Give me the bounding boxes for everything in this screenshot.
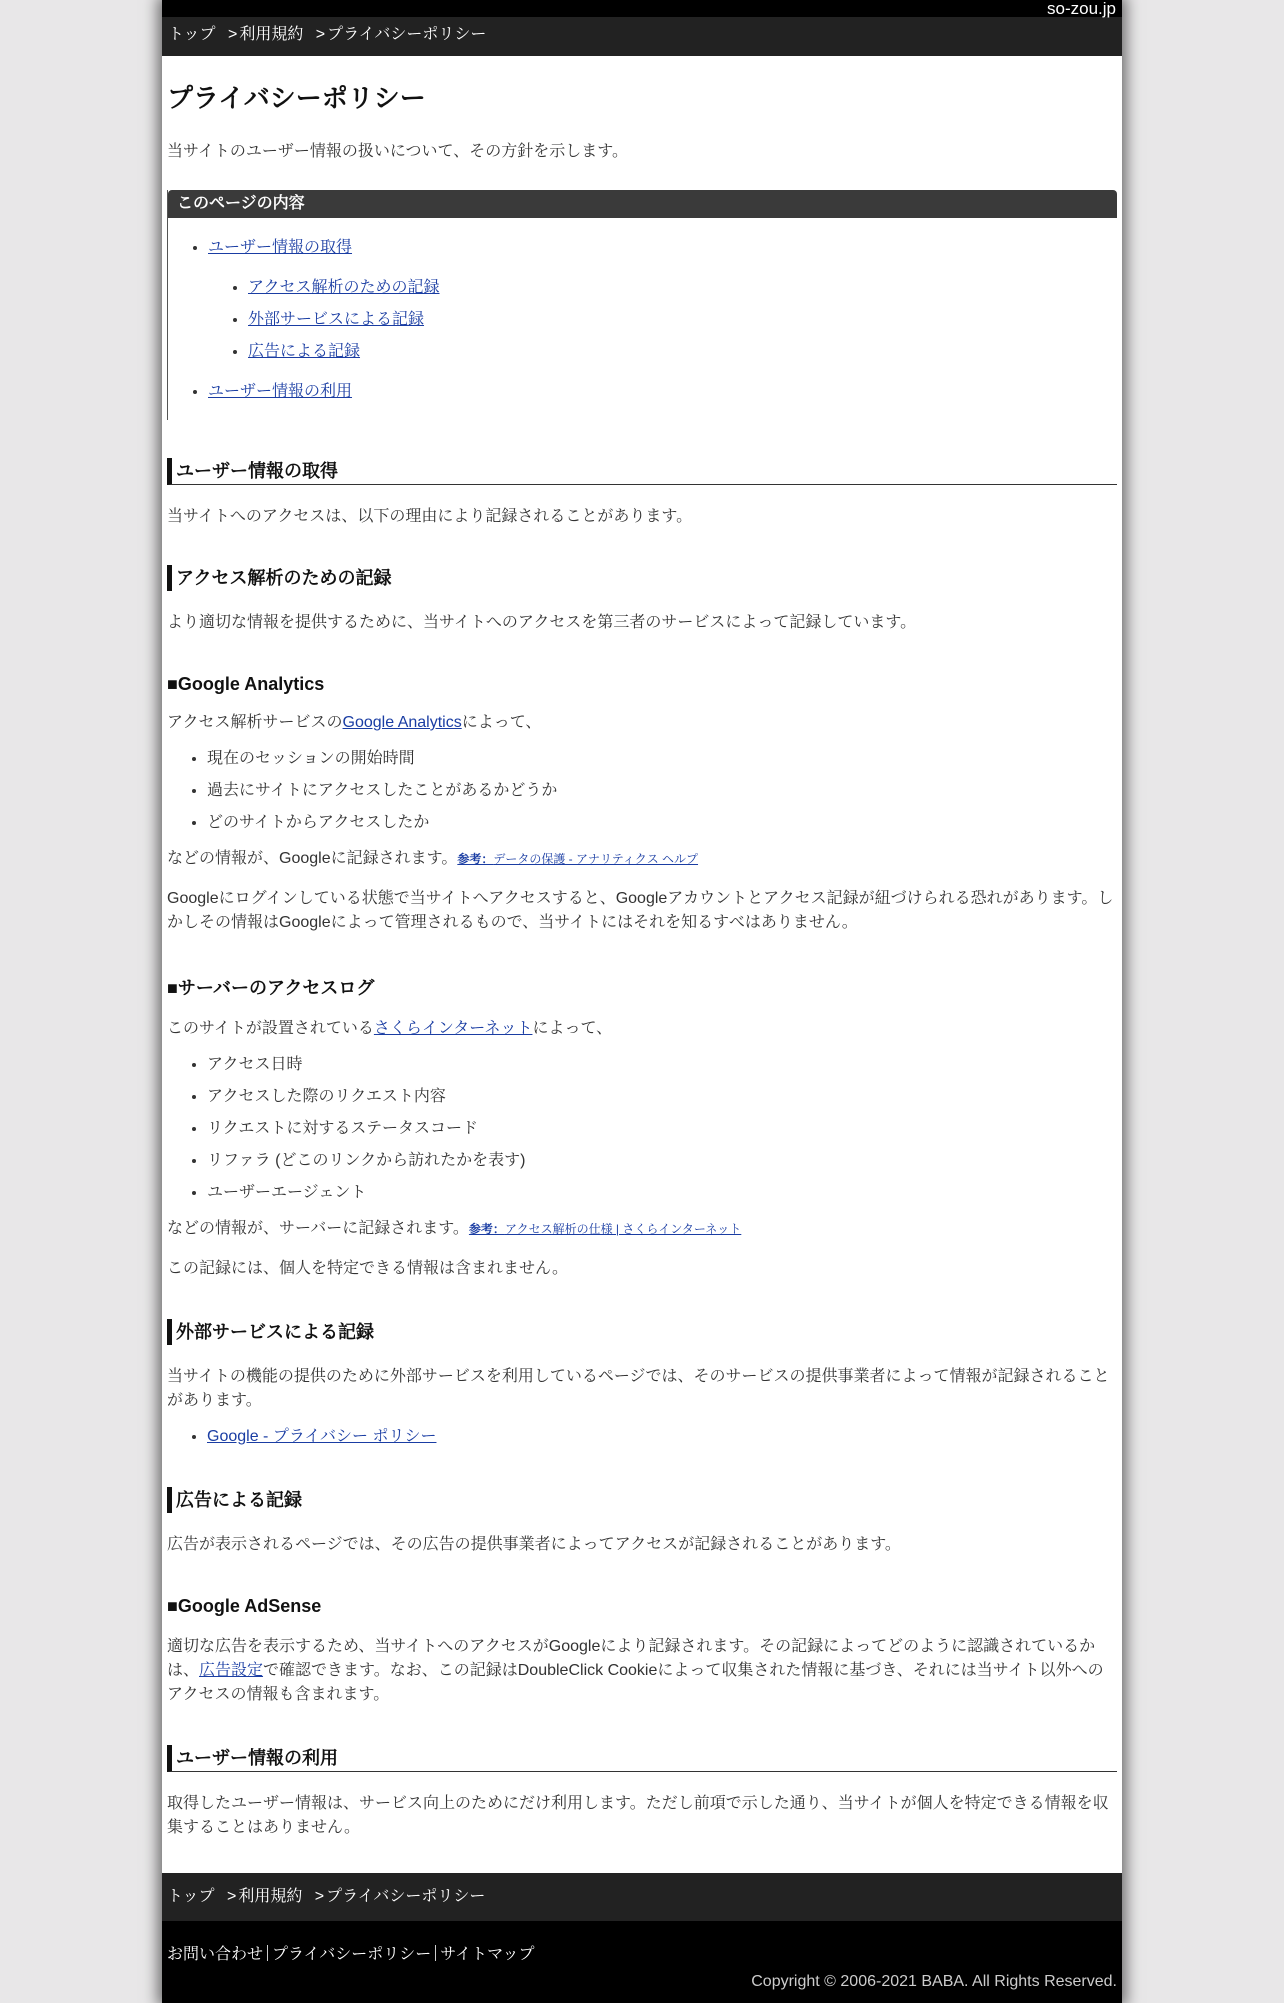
server-lead-post: によって、 bbox=[532, 1020, 613, 1037]
server-list bbox=[167, 1049, 1117, 1209]
toc-link-analytics[interactable]: アクセス解析のための記録 bbox=[248, 279, 440, 296]
ad-settings-link[interactable]: 広告設定 bbox=[199, 1662, 264, 1679]
breadcrumb-terms[interactable]: 利用規約 bbox=[238, 1888, 303, 1905]
adsense-text-post: で確認できます。なお、この記録はDoubleClick Cookieによって収集された情報に基づき、それには当サイト以外へのアクセスの情報も含まれます。 bbox=[167, 1662, 1104, 1703]
copyright: Copyright © 2006-2021 BABA. All Rights Reserved. bbox=[751, 1973, 1117, 1990]
section-text: より適切な情報を提供するために、当サイトへのアクセスを第三者のサービスによって記録しています。 bbox=[167, 614, 917, 631]
breadcrumb-separator: > bbox=[227, 26, 238, 43]
breadcrumb-current: プライバシーポリシー bbox=[327, 26, 487, 43]
server-lead-pre: このサイトが設置されている bbox=[167, 1020, 374, 1037]
section-text: 当サイトの機能の提供のために外部サービスを利用しているページでは、そのサービスの提供事業者によって情報が記録されることがあります。 bbox=[167, 1368, 1110, 1409]
breadcrumb-current: プライバシーポリシー bbox=[326, 1888, 486, 1905]
ga-lead-pre: アクセス解析サービスの bbox=[167, 714, 343, 731]
list-item: • リクエストに対するステータスコード bbox=[207, 1113, 1117, 1145]
toc-subitem bbox=[248, 304, 1117, 336]
ga-note: Googleにログインしている状態で当サイトへアクセスすると、Googleアカウントとアクセス記録が紐づけられる恐れがあります。しかしその情報はGoogleによって管理されるもので、当サイトにはそれを知るすべはありません。 bbox=[167, 890, 1114, 931]
ga-after bbox=[167, 847, 1117, 871]
main-content bbox=[162, 56, 1122, 1840]
toc-item bbox=[208, 376, 1117, 408]
intro-text: 当サイトのユーザー情報の扱いについて、その方針を示します。 bbox=[167, 143, 628, 160]
list-item: • 現在のセッションの開始時間 bbox=[207, 743, 1117, 775]
toc-link-usage[interactable]: ユーザー情報の利用 bbox=[208, 383, 353, 400]
ga-reference-link[interactable] bbox=[457, 852, 698, 866]
toc-link-external[interactable]: 外部サービスによる記録 bbox=[248, 311, 425, 328]
ref-link-text: アクセス解析の仕様 | さくらインターネット bbox=[504, 1222, 742, 1236]
server-reference-link[interactable] bbox=[469, 1222, 741, 1236]
breadcrumb-separator: > bbox=[314, 1888, 325, 1905]
list-item bbox=[207, 1421, 1117, 1453]
top-bar bbox=[162, 0, 1122, 17]
list-item: • どのサイトからアクセスしたか bbox=[207, 807, 1117, 839]
ga-lead-post: によって、 bbox=[461, 714, 542, 731]
ga-link[interactable]: Google Analytics bbox=[342, 714, 462, 731]
toc-heading: このページの内容 bbox=[168, 190, 1117, 218]
external-list bbox=[167, 1421, 1117, 1453]
list-item: • 過去にサイトにアクセスしたことがあるかどうか bbox=[207, 775, 1117, 807]
list-item: • ユーザーエージェント bbox=[207, 1177, 1117, 1209]
adsense-text-pre: 適切な広告を表示するため、当サイトへのアクセスがGoogleにより記録されます。その記録によってどのように認識されているかは、 bbox=[167, 1638, 1096, 1679]
ref-link-text: データの保護 - アナリティクス ヘルプ bbox=[493, 852, 699, 866]
toc-item bbox=[208, 232, 1117, 376]
ga-lead bbox=[167, 711, 1117, 735]
toc-link-acquisition[interactable]: ユーザー情報の取得 bbox=[208, 239, 353, 256]
section-text: 当サイトへのアクセスは、以下の理由により記録されることがあります。 bbox=[167, 508, 693, 525]
section-text: 広告が表示されるページでは、その広告の提供事業者によってアクセスが記録されることがあります。 bbox=[167, 1536, 901, 1553]
sakura-link[interactable]: さくらインターネット bbox=[373, 1020, 533, 1037]
section-heading-analytics: アクセス解析のための記録 bbox=[167, 565, 1117, 591]
footer-link-privacy[interactable]: プライバシーポリシー bbox=[272, 1946, 432, 1963]
divider bbox=[267, 1945, 268, 1961]
server-after bbox=[167, 1217, 1117, 1241]
footer-breadcrumb bbox=[162, 1873, 1122, 1921]
subsection-heading-adsense: ■Google AdSense bbox=[167, 1596, 322, 1616]
subsection-heading-ga: ■Google Analytics bbox=[167, 674, 325, 694]
ref-label: 参考： bbox=[457, 852, 494, 866]
page-title: プライバシーポリシー bbox=[167, 83, 426, 113]
toc-subitem bbox=[248, 272, 1117, 304]
breadcrumb-separator: > bbox=[315, 26, 326, 43]
subsection-heading-server: ■サーバーのアクセスログ bbox=[167, 978, 375, 998]
section-text: 取得したユーザー情報は、サービス向上のためにだけ利用します。ただし前項で示した通り、当サイトが個人を特定できる情報を収集することはありません。 bbox=[167, 1795, 1109, 1836]
toc-subitem bbox=[248, 336, 1117, 368]
ga-after-text: などの情報が、Googleに記録されます。 bbox=[167, 850, 458, 867]
breadcrumb-home[interactable]: トップ bbox=[167, 1888, 215, 1905]
server-note: この記録には、個人を特定できる情報は含まれません。 bbox=[167, 1260, 568, 1277]
footer bbox=[162, 1921, 1122, 2003]
site-domain[interactable]: so-zou.jp bbox=[1047, 0, 1116, 18]
ga-list bbox=[167, 743, 1117, 839]
footer-link-contact[interactable]: お問い合わせ bbox=[167, 1946, 264, 1963]
section-heading-ads: 広告による記録 bbox=[167, 1487, 1117, 1513]
adsense-text bbox=[167, 1635, 1117, 1707]
footer-links bbox=[167, 1921, 1117, 1967]
server-lead bbox=[167, 1017, 1117, 1041]
breadcrumb-terms[interactable]: 利用規約 bbox=[239, 26, 304, 43]
page-container bbox=[162, 0, 1122, 2003]
breadcrumb bbox=[162, 17, 1122, 56]
ref-label: 参考： bbox=[468, 1222, 505, 1236]
toc-link-ads[interactable]: 広告による記録 bbox=[248, 343, 361, 360]
list-item: • アクセスした際のリクエスト内容 bbox=[207, 1081, 1117, 1113]
footer-link-sitemap[interactable]: サイトマップ bbox=[440, 1946, 535, 1963]
section-heading-acquisition: ユーザー情報の取得 bbox=[167, 458, 1117, 485]
list-item: • アクセス日時 bbox=[207, 1049, 1117, 1081]
divider bbox=[435, 1945, 436, 1961]
list-item: • リファラ (どこのリンクから訪れたかを表す) bbox=[207, 1145, 1117, 1177]
server-after-text: などの情報が、サーバーに記録されます。 bbox=[167, 1220, 469, 1237]
breadcrumb-home[interactable]: トップ bbox=[168, 26, 216, 43]
breadcrumb-separator: > bbox=[226, 1888, 237, 1905]
section-heading-usage: ユーザー情報の利用 bbox=[167, 1745, 1117, 1772]
table-of-contents bbox=[167, 190, 1117, 420]
section-heading-external: 外部サービスによる記録 bbox=[167, 1319, 1117, 1345]
google-privacy-link[interactable]: Google - プライバシー ポリシー bbox=[207, 1428, 437, 1445]
